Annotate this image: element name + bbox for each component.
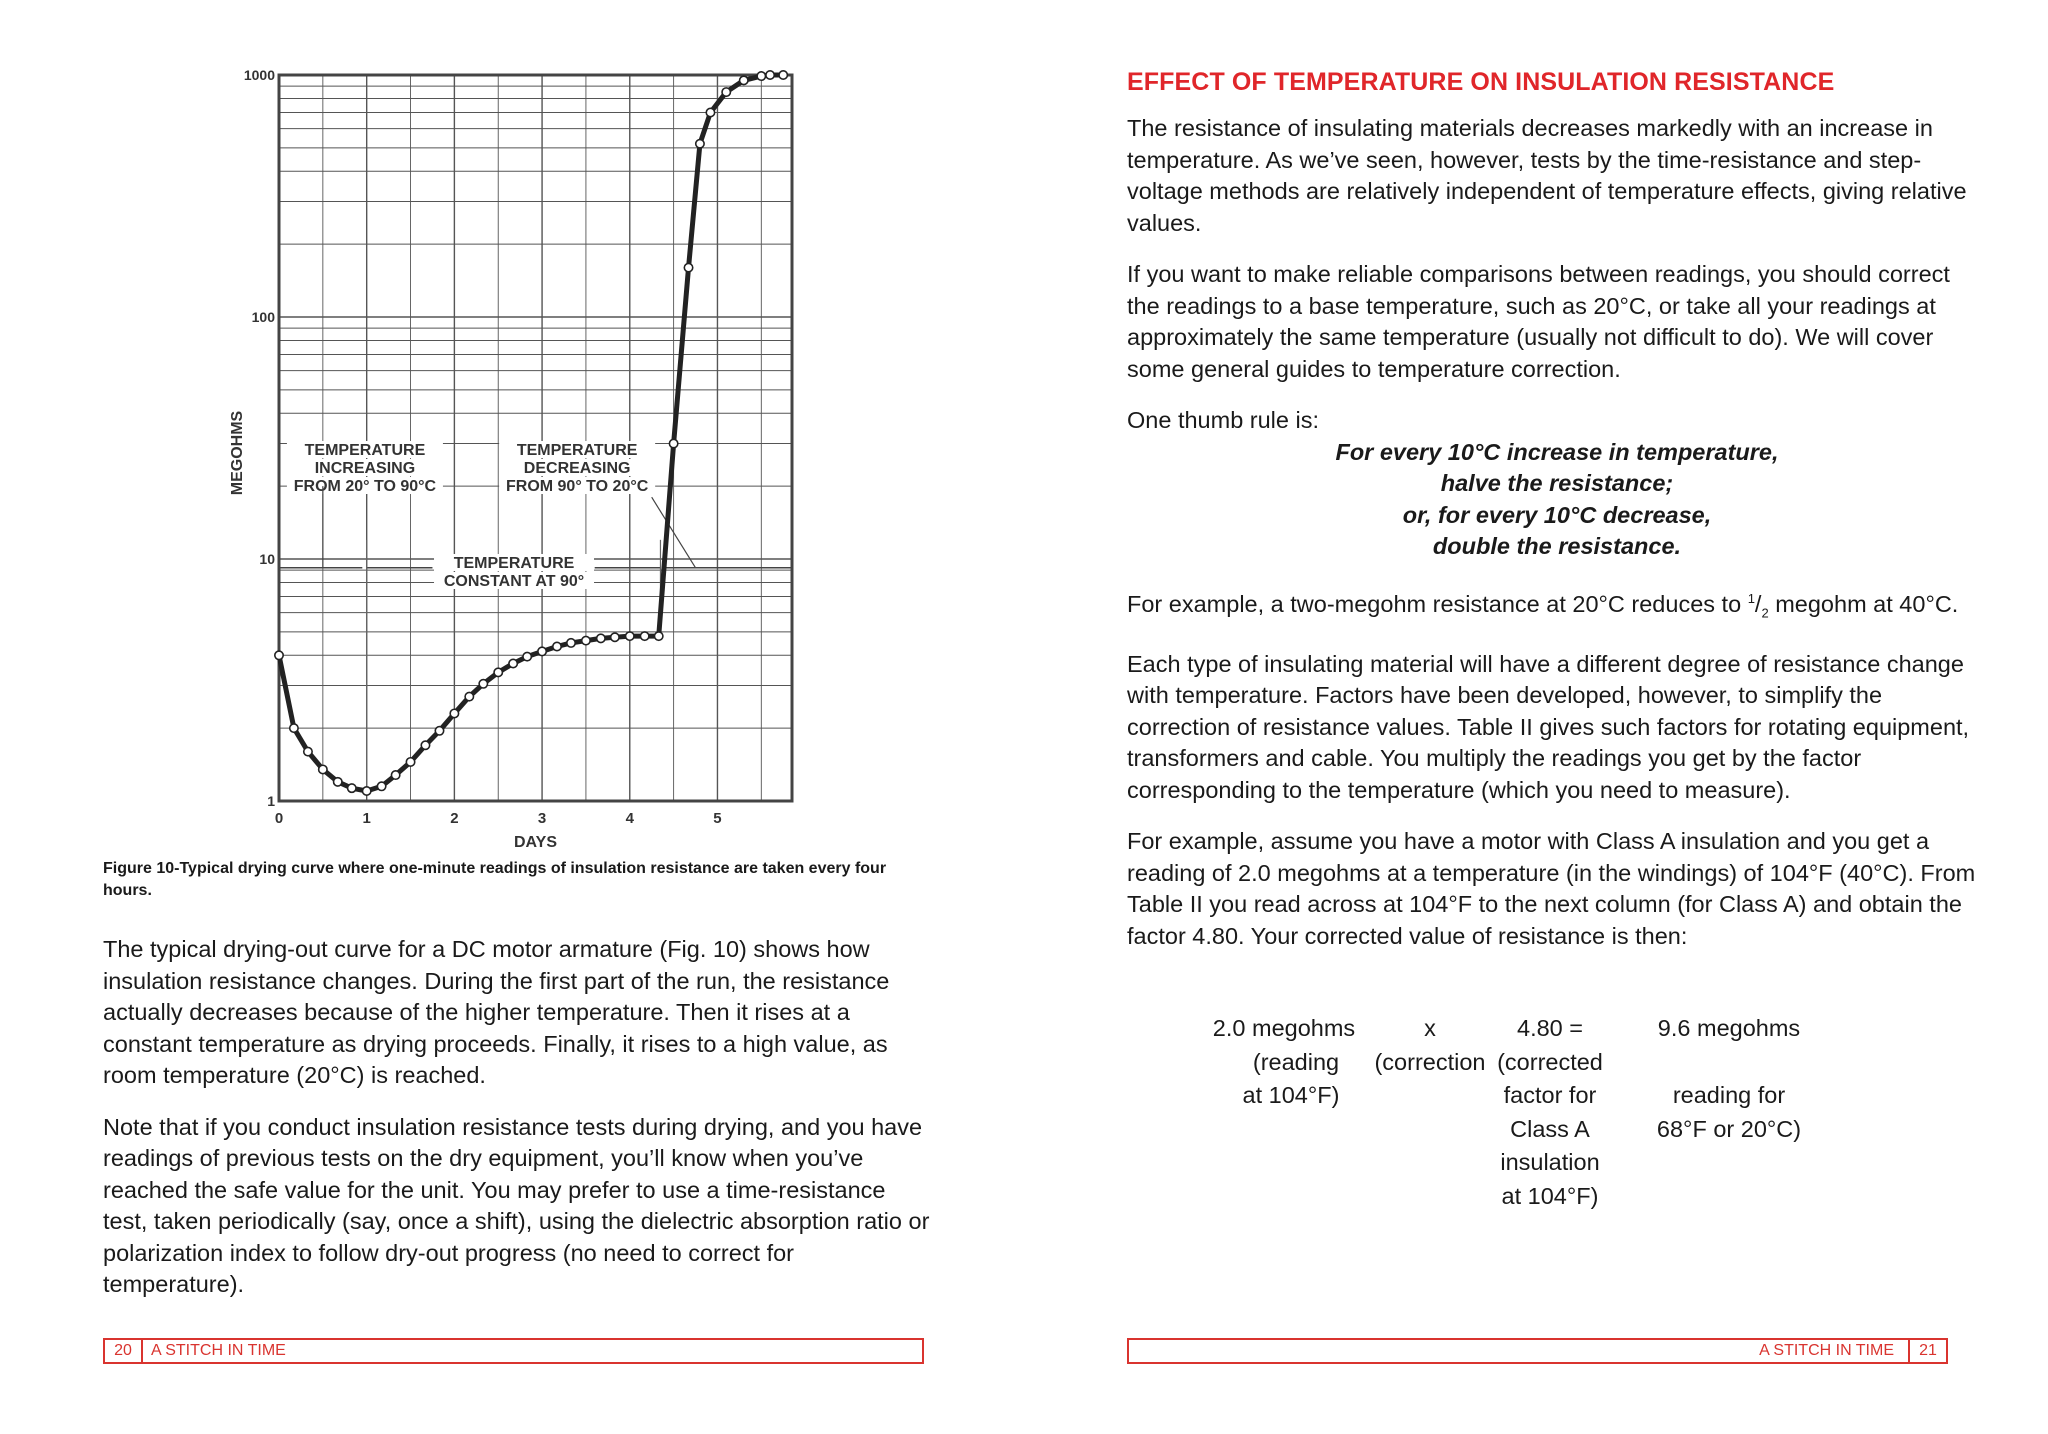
annotation-increasing: FROM 20° TO 90°C [293,478,437,495]
drying-curve-chart [220,50,820,850]
rule-line: or, for every 10°C decrease, [1402,501,1712,528]
data-point [538,647,546,655]
data-point [523,652,531,660]
data-point [740,76,748,84]
data-point [391,771,399,779]
data-point [362,787,370,795]
x-tick-label: 0 [274,810,284,827]
annotation-increasing: TEMPERATURE [304,442,426,459]
footer-title: A STITCH IN TIME [1759,1342,1894,1359]
calc-text: 68°F or 20°C) [1656,1115,1802,1142]
data-point [421,741,429,749]
calc-result [1644,1012,1814,1146]
calc-text: (reading [1252,1048,1340,1075]
data-point [655,632,663,640]
data-point [706,108,714,116]
annotation-constant: TEMPERATURE [453,555,575,572]
data-point [377,782,385,790]
data-point [669,439,677,447]
paragraph-drying-curve: The typical drying-out curve for a DC motor armature (Fig. 10) shows how insulation resistance changes. During the first part of the run, the resistance actually decreases because of the higher temperature. Then it rises at a constant temperature as drying proceeds. Finally, it rises to a high value, as room temperature (20°C) is reached. [103,936,890,1088]
calc-factor [1490,1012,1610,1213]
data-point [626,632,634,640]
left-body-text [103,934,933,1321]
data-point [640,632,648,640]
data-point [406,758,414,766]
example-text: For example, a two-megohm resistance at 20°C reduces to [1127,590,1748,617]
y-tick-label: 1000 [243,67,275,83]
calc-text: 2.0 megohms [1212,1015,1356,1041]
right-body-text [1127,113,1987,972]
thumb-rule [1127,437,1987,563]
rule-line: For every 10°C increase in temperature, [1335,438,1779,465]
calc-reading [1204,1012,1364,1113]
data-point [567,639,575,647]
calc-text: Class A [1510,1115,1590,1142]
paragraph-temperature-effect: The resistance of insulating materials decreases markedly with an increase in temperature. As we’ve seen, however, tests by the time-resistance and step-voltage methods are relatively independent of temperature effects, giving relative values. [1127,115,1967,236]
paragraph-example-two-megohm: For example, a two-megohm resistance at 20°C reduces to $^1/_2$ megohm at 40°C. [1127,590,1959,621]
y-tick-label: 100 [251,309,275,325]
calc-text: reading for [1672,1082,1786,1108]
calc-times [1350,1012,1510,1079]
x-tick-label: 2 [450,810,459,827]
data-point [334,778,342,786]
data-point [757,72,765,80]
series-line [279,75,783,791]
paragraph-class-a-example: For example, assume you have a motor with Class A insulation and you get a reading of 2.0 megohms at a temperature (in the windings) of 104°F (40°C). From Table II you read across at 104°F to the next column (for Class A) and obtain the factor 4.80. Your corrected value of resistance is then: [1127,828,1976,949]
data-point [611,633,619,641]
right-footer [1127,1338,1948,1364]
left-footer [103,1338,924,1364]
data-point [275,651,283,659]
data-point [553,642,561,650]
calc-text [1644,1046,1814,1080]
paragraph-insulating-materials: Each type of insulating material will have a different degree of resistance change with temperature. Factors have been developed, however, to simplify the correction of resistance values. Table II gives such factors for rotating equipment, transformers and cable. You multiply the readings you get by the factor corresponding to the temperature (which you need to measure). [1127,650,1970,803]
calc-text: at 104°F) [1242,1082,1340,1108]
rule-line: halve the resistance; [1440,470,1674,496]
figure-caption: Figure 10-Typical drying curve where one-minute readings of insulation resistance are taken every four hours. [103,860,887,899]
data-point [509,659,517,667]
rule-line: double the resistance. [1432,533,1682,559]
x-tick-label: 4 [625,810,634,827]
y-axis-label: MEGOHMS [229,410,246,496]
data-point [684,263,692,271]
plot-frame [279,75,792,801]
data-point [696,140,704,148]
calc-text: 4.80 = [1517,1015,1583,1041]
paragraph-reliable-comparisons: If you want to make reliable comparisons between readings, you should correct the readings to a base temperature, such as 20°C, or take all your readings at approximately the same temperature (usually not difficult to do). We will cover some general guides to temperature correction. [1127,261,1950,382]
data-point [435,727,443,735]
fraction-numerator: 1 [1747,590,1755,606]
y-tick-label: 10 [259,551,275,567]
paragraph-drying-tests: Note that if you conduct insulation resistance tests during drying, and you have readings of previous tests on the dry equipment, you’ll know when you’ve reached the safe value for the unit. You may prefer to use a time-resistance test, taken periodically (say, once a shift), using the dielectric absorption ratio or polarization index to follow dry-out progress (no need to correct for temperature). [103,1113,930,1297]
calc-text: insulation [1500,1149,1600,1175]
x-tick-label: 3 [537,810,547,827]
data-point [722,88,730,96]
fraction-denominator: 2 [1761,605,1769,621]
data-point [597,634,605,642]
calc-text: (correction [1374,1048,1486,1075]
data-point [290,724,298,732]
footer-title: A STITCH IN TIME [151,1342,286,1359]
y-tick-label: 1 [267,793,275,809]
example-text: megohm at 40°C. [1768,590,1959,617]
page-number: 20 [105,1340,143,1362]
data-point [319,765,327,773]
calc-text: (corrected [1497,1048,1603,1075]
x-tick-label: 5 [713,810,722,827]
data-point [304,747,312,755]
calc-text: x [1424,1015,1436,1041]
x-tick-label: 1 [362,810,371,827]
data-point [465,692,473,700]
calc-text: factor for [1503,1082,1597,1108]
data-point [766,71,774,79]
page-number: 21 [1908,1340,1946,1362]
data-point [450,709,458,717]
annotation-constant: CONSTANT AT 90° [443,573,585,590]
annotation-increasing: INCREASING [314,460,416,477]
section-heading: EFFECT OF TEMPERATURE ON INSULATION RESISTANCE [1127,68,1835,96]
data-point [494,668,502,676]
calc-text: 9.6 megohms [1657,1015,1801,1041]
data-point [582,636,590,644]
calc-text: at 104°F) [1501,1182,1599,1209]
data-point [479,680,487,688]
data-point [779,71,787,79]
rule-intro: One thumb rule is: [1127,407,1320,433]
data-point [348,784,356,792]
right-page [1024,0,2048,1434]
annotation-decreasing: FROM 90° TO 20°C [505,478,649,495]
annotation-decreasing: TEMPERATURE [516,442,638,459]
annotation-decreasing: DECREASING [523,460,631,477]
x-axis-label: DAYS [514,834,557,850]
